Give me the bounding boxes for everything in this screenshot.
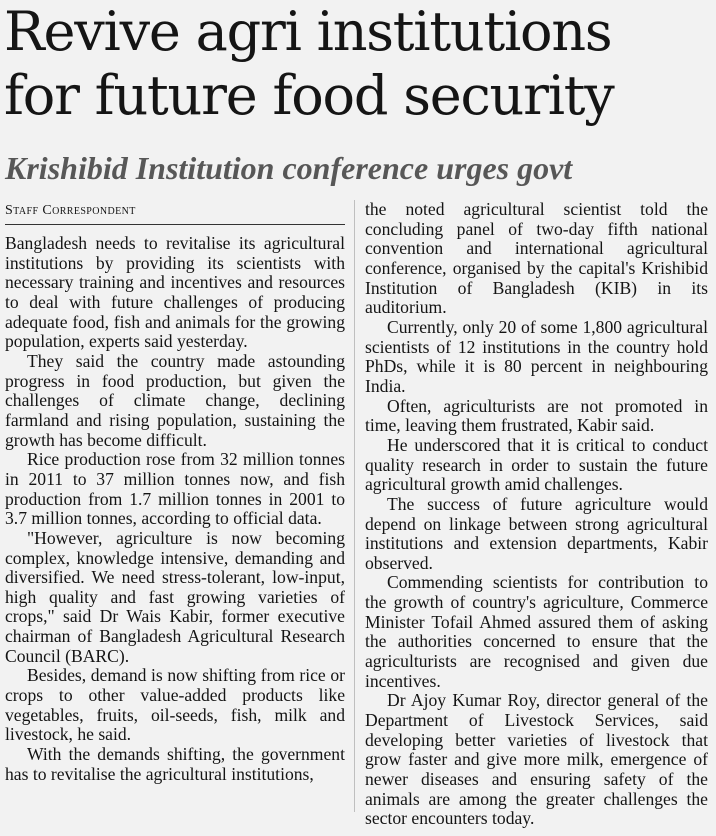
byline: Staff Correspondent	[5, 200, 345, 225]
headline	[4, 0, 716, 128]
paragraph: Rice production rose from 32 million tonnes in 2011 to 37 million tonnes now, and fish production from 1.7 million tonnes in 2001 to 3.7 million tonnes, according to official data.	[5, 449, 345, 529]
right-column	[365, 200, 708, 829]
paragraph: Bangladesh needs to revitalise its agricultural institutions by providing its scientists with necessary training and incentives and resources to deal with future challenges of producing adequate food, fish and animals for the growing population, experts said yesterday.	[5, 233, 345, 352]
paragraph: Commending scientists for contribution to the growth of country's agriculture, Commerce Minister Tofail Ahmed assured them of asking the authorities concerned to ensure that the agriculturists are recognised and given due incentives.	[365, 572, 708, 691]
headline-line-1: Revive agri institutions	[4, 0, 612, 63]
paragraph: The success of future agriculture would depend on linkage between strong agricultural institutions and extension departments, Kabir observed.	[365, 493, 708, 573]
paragraph: Dr Ajoy Kumar Roy, director general of the Department of Livestock Services, said developing better varieties of livestock that grow faster and give more milk, emergence of newer diseases and ensuring safety of the animals are among the greater challenges the sector encounters today.	[365, 690, 708, 829]
headline-line-2: for future food security	[4, 64, 614, 127]
paragraph: They said the country made astounding progress in food production, but given the challenges of climate change, declining farmland and rising population, sustaining the growth has become difficult.	[5, 350, 345, 450]
paragraph: He underscored that it is critical to conduct quality research in order to sustain the future agricultural growth amid challenges.	[365, 434, 708, 495]
paragraph: With the demands shifting, the government has to revitalise the agricultural institutions,	[5, 744, 345, 784]
paragraph: Currently, only 20 of some 1,800 agricultural scientists of 12 institutions in the country hold PhDs, while it is 80 percent in neighbouring India.	[365, 316, 708, 396]
column-divider	[354, 200, 355, 812]
paragraph: the noted agricultural scientist told the concluding panel of two-day fifth national convention and international agricultural conference, organised by the capital's Krishibid Institution of Bangladesh (KIB) in its auditorium.	[365, 199, 708, 318]
left-column	[5, 200, 345, 784]
paragraph: Often, agriculturists are not promoted in time, leaving them frustrated, Kabir said.	[365, 395, 708, 436]
subheadline: Krishibid Institution conference urges govt	[5, 150, 573, 186]
paragraph: "However, agriculture is now becoming complex, knowledge intensive, demanding and diversified. We need stress-tolerant, low-input, high quality and fast growing varieties of crops," said Dr Wais Kabir, former executive chairman of Bangladesh Agricultural Research Council (BARC).	[5, 527, 345, 666]
paragraph: Besides, demand is now shifting from rice or crops to other value-added products like vegetables, fruits, oil-seeds, fish, milk and livestock, he said.	[5, 665, 345, 745]
